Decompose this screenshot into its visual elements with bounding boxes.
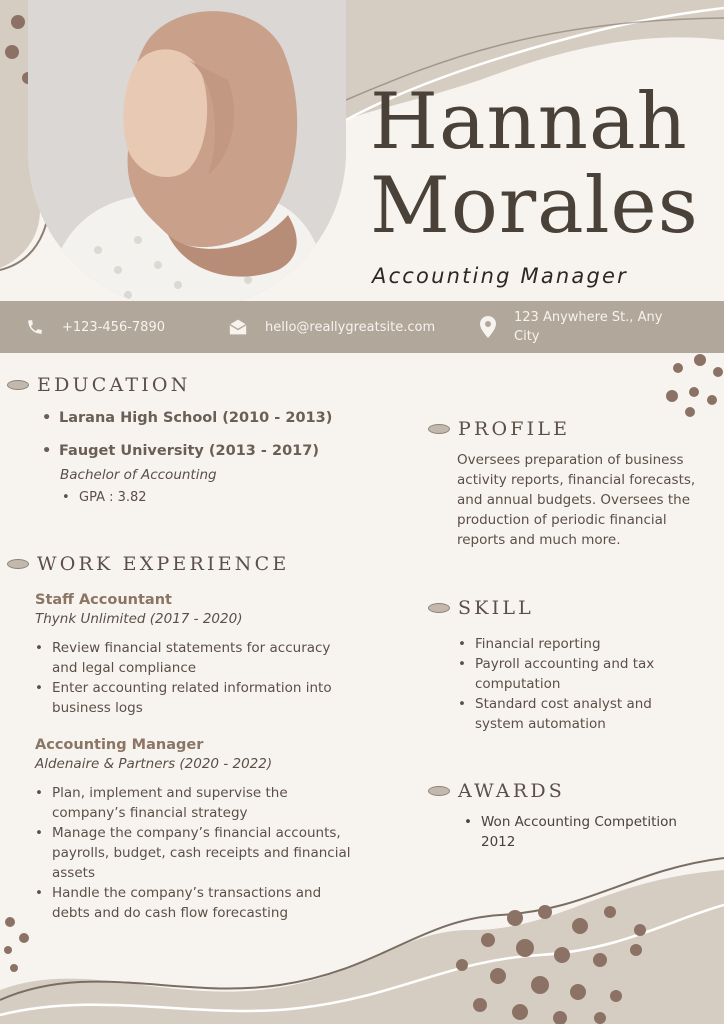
contact-phone[interactable]: [26, 301, 165, 353]
awards-heading-text: AWARDS: [458, 780, 566, 802]
contact-bar: [0, 301, 724, 353]
bottom-left-dots: [4, 917, 29, 972]
first-name: Hannah: [370, 77, 688, 167]
degree: Bachelor of Accounting: [60, 467, 217, 483]
pill-bullet-icon: [7, 380, 29, 390]
job-company: Aldenaire & Partners (2020 - 2022): [35, 756, 273, 772]
job-duty: • Review financial statements for accuracy and legal compliance: [35, 638, 360, 678]
phone-icon: [26, 318, 44, 336]
education-item: • Larana High School (2010 - 2013): [42, 410, 372, 426]
work-heading: [7, 553, 289, 575]
address-line-1: 123 Anywhere St., Any: [514, 310, 663, 325]
job-role: Accounting Manager: [372, 264, 628, 288]
award-item: • Won Accounting Competition 2012: [464, 812, 684, 852]
skill-item: • Financial reporting: [458, 634, 683, 654]
skill-item: • Standard cost analyst and system automation: [458, 694, 683, 734]
job-title: Accounting Manager: [35, 737, 204, 753]
pill-bullet-icon: [428, 603, 450, 613]
profile-text: Oversees preparation of business activity reports, financial forecasts, and annual budgets. Oversees the production of periodic financial reports and much more.: [457, 452, 696, 548]
awards-list: [464, 812, 684, 852]
email-address: hello@reallygreatsite.com: [265, 319, 436, 335]
profile-heading: [428, 418, 570, 440]
pill-bullet-icon: [428, 424, 450, 434]
profile-heading-text: PROFILE: [458, 418, 571, 440]
envelope-icon: [228, 318, 248, 336]
job-duty: • Handle the company’s transactions and debts and do cash flow forecasting: [35, 883, 360, 923]
candidate-name: [370, 77, 710, 251]
address: [514, 308, 662, 346]
education-heading-text: EDUCATION: [37, 374, 191, 396]
education-heading: [7, 374, 191, 396]
work-heading-text: WORK EXPERIENCE: [37, 553, 290, 575]
job-duty: • Enter accounting related information into business logs: [35, 678, 360, 718]
portrait-illustration: [28, 0, 346, 310]
gpa: • GPA : 3.82: [62, 490, 372, 505]
pill-bullet-icon: [7, 559, 29, 569]
education-section: [42, 410, 372, 505]
phone-number: +123-456-7890: [62, 319, 165, 335]
profile-photo: [28, 0, 346, 310]
skill-heading-text: SKILL: [458, 597, 534, 619]
address-line-2: City: [514, 329, 540, 344]
skill-heading: [428, 597, 534, 619]
pill-bullet-icon: [428, 786, 450, 796]
contact-email[interactable]: [228, 301, 435, 353]
work-section: [35, 592, 360, 923]
location-pin-icon: [480, 316, 496, 338]
awards-heading: [428, 780, 565, 802]
contact-address[interactable]: [480, 301, 662, 353]
skill-item: • Payroll accounting and tax computation: [458, 654, 683, 694]
education-item: • Fauget University (2013 - 2017): [42, 443, 372, 459]
job-title: Staff Accountant: [35, 592, 172, 608]
job-company: Thynk Unlimited (2017 - 2020): [35, 611, 243, 627]
last-name: Morales: [370, 161, 699, 251]
job-duty: • Manage the company’s financial accounts, payrolls, budget, cash receipts and financial assets: [35, 823, 360, 883]
job-duty: • Plan, implement and supervise the company’s financial strategy: [35, 783, 360, 823]
skill-list: [458, 634, 683, 734]
